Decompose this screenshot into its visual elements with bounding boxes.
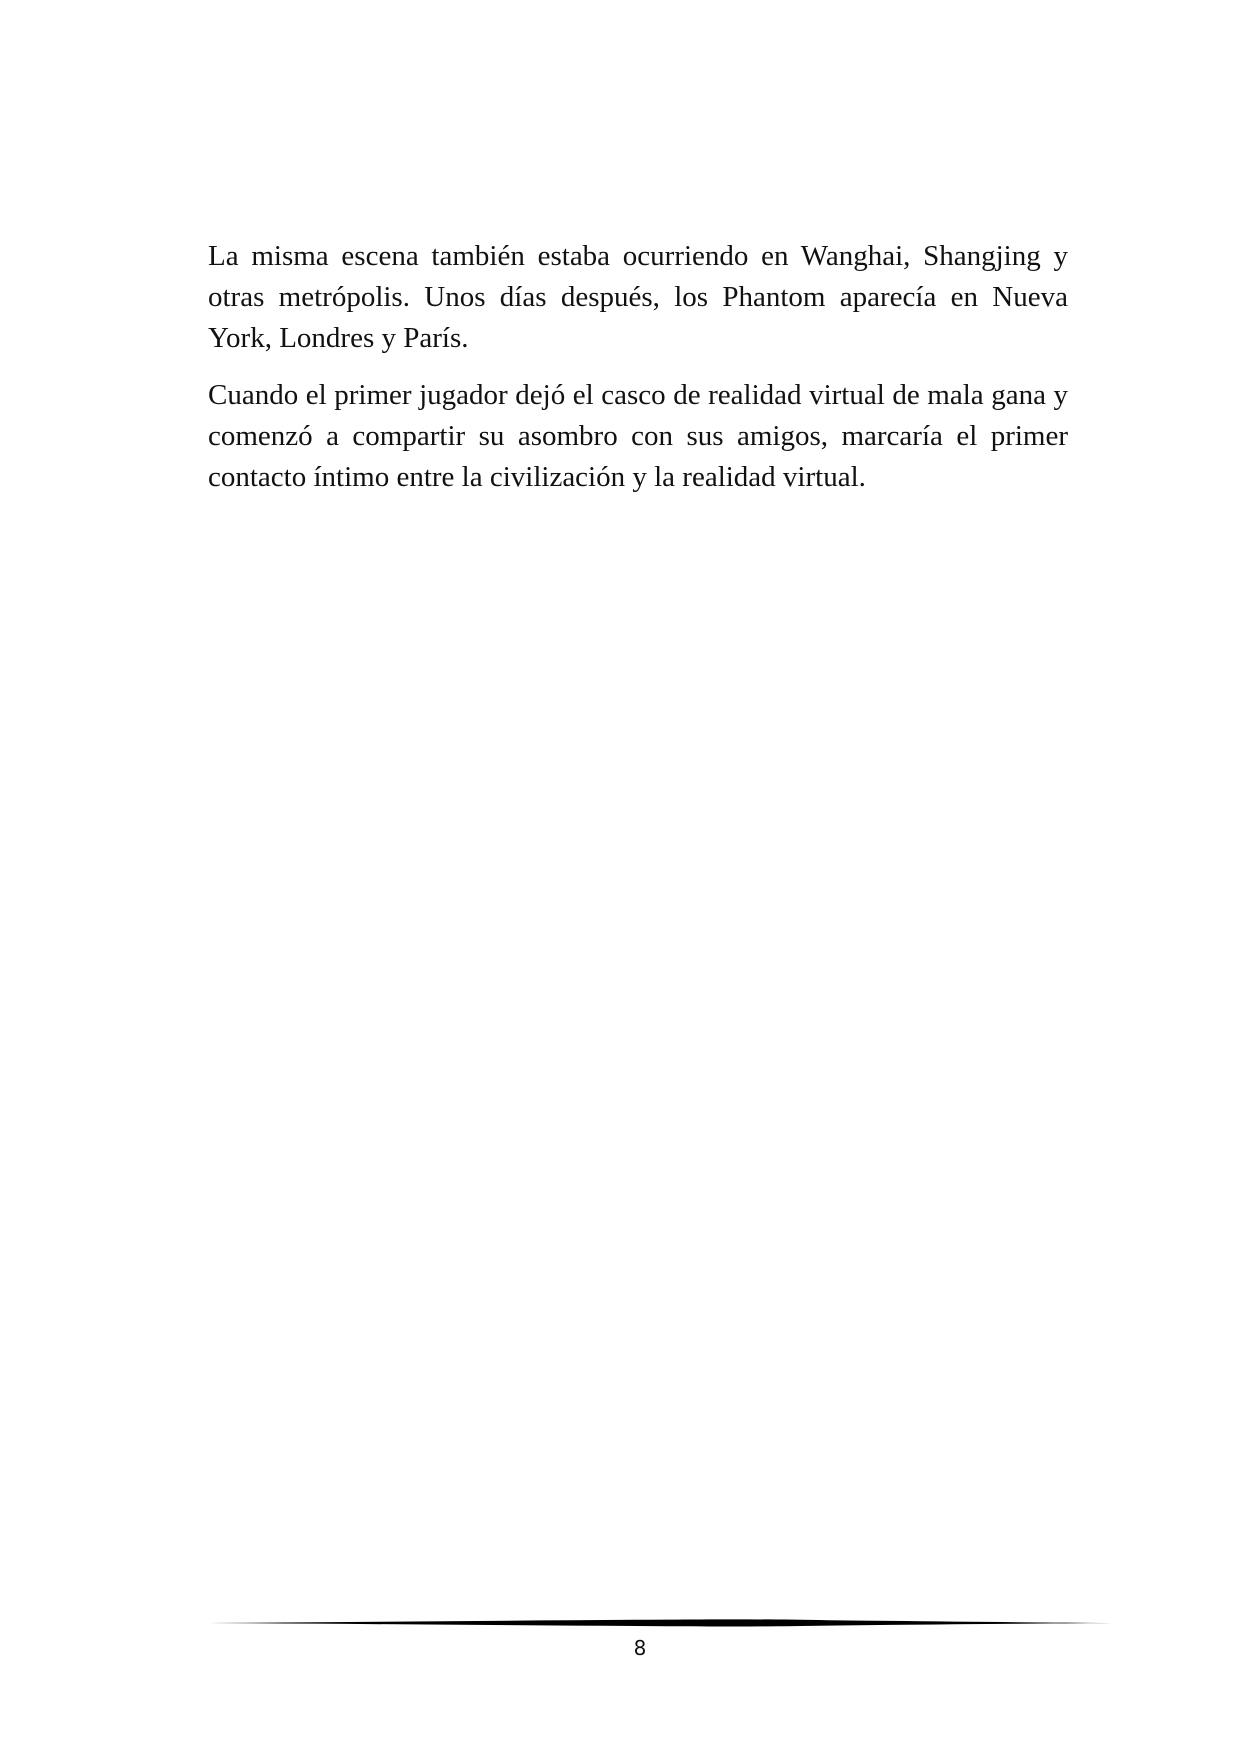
paragraph-1: La misma escena también estaba ocurriendo en Wanghai, Shangjing y otras metrópolis. Unos días después, los Phantom aparecía en Nueva York, Londres y París. (208, 240, 1068, 354)
body-text (208, 236, 1068, 514)
paragraph-2: Cuando el primer jugador dejó el casco de realidad virtual de mala gana y comenzó a compartir su asombro con sus amigos, marcaría el primer contacto íntimo entre la civilización y la realidad virtual. (208, 379, 1068, 493)
page-number: 8 (633, 1636, 647, 1660)
footer-divider (208, 1616, 1112, 1630)
